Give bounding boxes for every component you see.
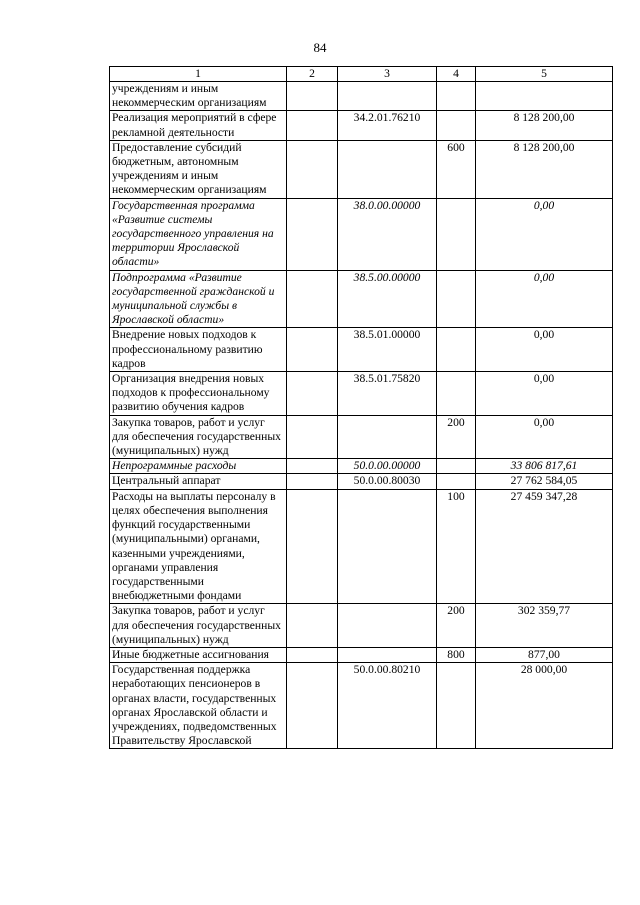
table-row [110, 111, 613, 140]
table-row [110, 489, 613, 604]
header-col-3: 3 [338, 67, 437, 82]
item-name: Реализация мероприятий в сфере рекламной деятельности [110, 111, 287, 140]
amount: 302 359,77 [476, 604, 613, 648]
target-code [338, 647, 437, 662]
table-row [110, 140, 613, 198]
item-name: Предоставление субсидий бюджетным, автономным учреждениям и иным некоммерческим организациям [110, 140, 287, 198]
amount: 0,00 [476, 270, 613, 328]
header-col-4: 4 [437, 67, 476, 82]
amount: 0,00 [476, 198, 613, 270]
target-code: 38.5.00.00000 [338, 270, 437, 328]
column-2-value [287, 198, 338, 270]
item-name: Закупка товаров, работ и услуг для обеспечения государственных (муниципальных) нужд [110, 604, 287, 648]
column-2-value [287, 415, 338, 459]
table-row [110, 82, 613, 111]
table-row [110, 198, 613, 270]
column-2-value [287, 270, 338, 328]
item-name: Государственная программа «Развитие системы государственного управления на территории Ярославской области» [110, 198, 287, 270]
target-code: 38.5.01.00000 [338, 328, 437, 372]
column-2-value [287, 140, 338, 198]
item-name: Иные бюджетные ассигнования [110, 647, 287, 662]
target-code [338, 415, 437, 459]
column-2-value [287, 82, 338, 111]
column-2-value [287, 474, 338, 489]
target-code [338, 82, 437, 111]
amount: 33 806 817,61 [476, 459, 613, 474]
target-code: 50.0.00.80210 [338, 663, 437, 749]
amount: 28 000,00 [476, 663, 613, 749]
column-2-value [287, 328, 338, 372]
table-header-row [110, 67, 613, 82]
header-col-5: 5 [476, 67, 613, 82]
target-code [338, 604, 437, 648]
item-name: Закупка товаров, работ и услуг для обеспечения государственных (муниципальных) нужд [110, 415, 287, 459]
expense-type-code [437, 82, 476, 111]
expense-type-code: 800 [437, 647, 476, 662]
expense-type-code: 200 [437, 415, 476, 459]
expense-type-code [437, 372, 476, 416]
item-name: Организация внедрения новых подходов к профессиональному развитию обучения кадров [110, 372, 287, 416]
table-row [110, 604, 613, 648]
amount: 0,00 [476, 415, 613, 459]
table-row [110, 647, 613, 662]
amount [476, 82, 613, 111]
expense-type-code: 200 [437, 604, 476, 648]
column-2-value [287, 604, 338, 648]
column-2-value [287, 372, 338, 416]
target-code: 50.0.00.80030 [338, 474, 437, 489]
target-code [338, 489, 437, 604]
table-row [110, 328, 613, 372]
expense-type-code [437, 270, 476, 328]
amount: 27 459 347,28 [476, 489, 613, 604]
expense-type-code: 600 [437, 140, 476, 198]
table-row [110, 459, 613, 474]
expense-type-code [437, 111, 476, 140]
amount: 0,00 [476, 372, 613, 416]
amount: 27 762 584,05 [476, 474, 613, 489]
target-code: 34.2.01.76210 [338, 111, 437, 140]
column-2-value [287, 647, 338, 662]
budget-table [109, 66, 613, 749]
column-2-value [287, 663, 338, 749]
item-name: Расходы на выплаты персоналу в целях обеспечения выполнения функций государственными (муниципальными) органами, казенными учреждениями, органами управления государственными внебюджетными фондами [110, 489, 287, 604]
item-name: учреждениям и иным некоммерческим организациям [110, 82, 287, 111]
target-code: 38.5.01.75820 [338, 372, 437, 416]
expense-type-code: 100 [437, 489, 476, 604]
column-2-value [287, 111, 338, 140]
item-name: Непрограммные расходы [110, 459, 287, 474]
table-row [110, 415, 613, 459]
amount: 0,00 [476, 328, 613, 372]
item-name: Внедрение новых подходов к профессиональному развитию кадров [110, 328, 287, 372]
amount: 877,00 [476, 647, 613, 662]
expense-type-code [437, 459, 476, 474]
item-name: Центральный аппарат [110, 474, 287, 489]
column-2-value [287, 459, 338, 474]
table-row [110, 270, 613, 328]
table-row [110, 663, 613, 749]
target-code [338, 140, 437, 198]
target-code: 38.0.00.00000 [338, 198, 437, 270]
expense-type-code [437, 198, 476, 270]
expense-type-code [437, 474, 476, 489]
header-col-2: 2 [287, 67, 338, 82]
expense-type-code [437, 663, 476, 749]
amount: 8 128 200,00 [476, 140, 613, 198]
table-row [110, 474, 613, 489]
target-code: 50.0.00.00000 [338, 459, 437, 474]
table-row [110, 372, 613, 416]
header-col-1: 1 [110, 67, 287, 82]
column-2-value [287, 489, 338, 604]
amount: 8 128 200,00 [476, 111, 613, 140]
page-number: 84 [313, 40, 327, 55]
item-name: Подпрограмма «Развитие государственной гражданской и муниципальной службы в Ярославской области» [110, 270, 287, 328]
expense-type-code [437, 328, 476, 372]
item-name: Государственная поддержка неработающих пенсионеров в органах власти, государственных органах Ярославской области и учреждениях, подведомственных Правительству Ярославской [110, 663, 287, 749]
